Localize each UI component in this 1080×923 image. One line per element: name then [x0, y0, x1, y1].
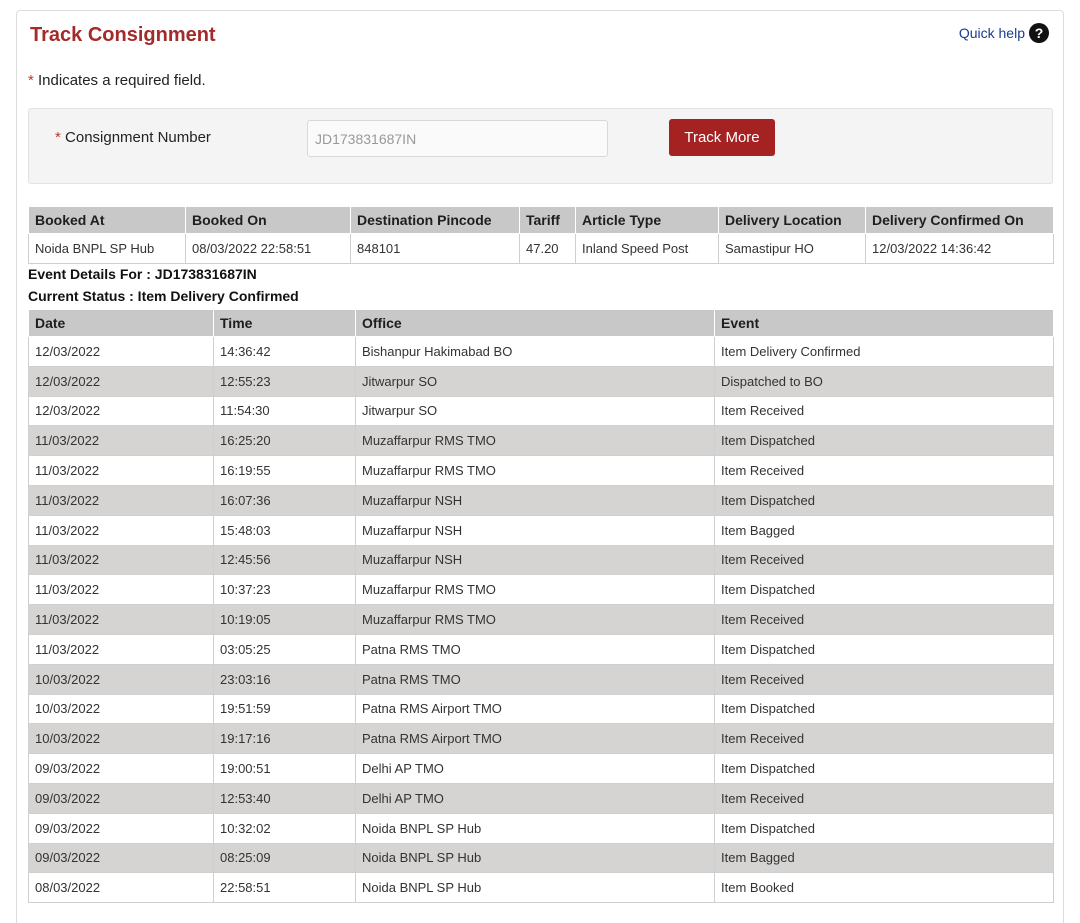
booked-at-header: Booked At [29, 207, 186, 234]
date-cell: 11/03/2022 [29, 485, 214, 515]
question-icon[interactable]: ? [1029, 23, 1049, 43]
required-star: * [55, 129, 61, 146]
time-cell: 10:32:02 [214, 813, 356, 843]
booked-at-cell: Noida BNPL SP Hub [29, 234, 186, 264]
event-cell: Item Received [715, 545, 1054, 575]
office-cell: Jitwarpur SO [356, 396, 715, 426]
table-row [29, 605, 1054, 635]
date-cell: 11/03/2022 [29, 515, 214, 545]
table-row [29, 396, 1054, 426]
table-row [29, 634, 1054, 664]
quick-help-link[interactable] [959, 23, 1049, 43]
destination-pincode-cell: 848101 [351, 234, 520, 264]
table-row [29, 873, 1054, 903]
table-row [29, 575, 1054, 605]
office-cell: Muzaffarpur RMS TMO [356, 456, 715, 486]
current-status-heading: Current Status : Item Delivery Confirmed [28, 288, 299, 304]
track-form [28, 108, 1053, 184]
office-cell: Muzaffarpur NSH [356, 545, 715, 575]
event-cell: Item Received [715, 456, 1054, 486]
time-cell: 03:05:25 [214, 634, 356, 664]
time-cell: 14:36:42 [214, 337, 356, 367]
delivery-location-cell: Samastipur HO [719, 234, 866, 264]
date-cell: 11/03/2022 [29, 456, 214, 486]
event-cell: Item Bagged [715, 843, 1054, 873]
office-cell: Muzaffarpur RMS TMO [356, 575, 715, 605]
date-cell: 11/03/2022 [29, 426, 214, 456]
table-row [29, 545, 1054, 575]
table-row [29, 754, 1054, 784]
event-cell: Item Received [715, 605, 1054, 635]
office-cell: Muzaffarpur RMS TMO [356, 426, 715, 456]
date-cell: 11/03/2022 [29, 634, 214, 664]
events-table [28, 309, 1054, 903]
tariff-header: Tariff [520, 207, 576, 234]
event-cell: Item Received [715, 664, 1054, 694]
date-cell: 09/03/2022 [29, 783, 214, 813]
event-cell: Dispatched to BO [715, 366, 1054, 396]
quick-help-label[interactable]: Quick help [958, 25, 1025, 41]
table-row [29, 813, 1054, 843]
required-note-text: Indicates a required field. [33, 72, 206, 89]
time-cell: 12:53:40 [214, 783, 356, 813]
event-header: Event [715, 310, 1054, 337]
time-cell: 16:19:55 [214, 456, 356, 486]
track-consignment-panel [16, 10, 1064, 923]
office-cell: Noida BNPL SP Hub [356, 813, 715, 843]
date-header: Date [29, 310, 214, 337]
event-cell: Item Received [715, 724, 1054, 754]
date-cell: 09/03/2022 [29, 813, 214, 843]
office-cell: Patna RMS Airport TMO [356, 724, 715, 754]
office-header: Office [356, 310, 715, 337]
date-cell: 11/03/2022 [29, 605, 214, 635]
table-row [29, 664, 1054, 694]
delivery-confirmed-on-header: Delivery Confirmed On [866, 207, 1054, 234]
table-row [29, 843, 1054, 873]
time-cell: 19:00:51 [214, 754, 356, 784]
office-cell: Patna RMS TMO [356, 634, 715, 664]
table-row [29, 694, 1054, 724]
delivery-location-header: Delivery Location [719, 207, 866, 234]
event-cell: Item Dispatched [715, 575, 1054, 605]
office-cell: Noida BNPL SP Hub [356, 843, 715, 873]
time-cell: 10:19:05 [214, 605, 356, 635]
booking-details-table [28, 206, 1054, 264]
event-cell: Item Bagged [715, 515, 1054, 545]
time-cell: 16:25:20 [214, 426, 356, 456]
date-cell: 12/03/2022 [29, 337, 214, 367]
office-cell: Delhi AP TMO [356, 783, 715, 813]
date-cell: 09/03/2022 [29, 843, 214, 873]
event-cell: Item Dispatched [715, 485, 1054, 515]
office-cell: Patna RMS Airport TMO [356, 694, 715, 724]
date-cell: 10/03/2022 [29, 724, 214, 754]
events-table-body [29, 337, 1054, 903]
date-cell: 10/03/2022 [29, 664, 214, 694]
office-cell: Bishanpur Hakimabad BO [356, 337, 715, 367]
delivery-confirmed-on-cell: 12/03/2022 14:36:42 [866, 234, 1054, 264]
time-cell: 12:55:23 [214, 366, 356, 396]
time-cell: 12:45:56 [214, 545, 356, 575]
event-details-heading: Event Details For : JD173831687IN [28, 266, 257, 282]
office-cell: Noida BNPL SP Hub [356, 873, 715, 903]
office-cell: Muzaffarpur NSH [356, 485, 715, 515]
consignment-number-input[interactable] [307, 120, 608, 157]
event-cell: Item Received [715, 396, 1054, 426]
booked-on-header: Booked On [186, 207, 351, 234]
booking-row [29, 234, 1054, 264]
time-cell: 19:17:16 [214, 724, 356, 754]
date-cell: 09/03/2022 [29, 754, 214, 784]
time-cell: 16:07:36 [214, 485, 356, 515]
table-row [29, 783, 1054, 813]
date-cell: 11/03/2022 [29, 545, 214, 575]
event-cell: Item Dispatched [715, 426, 1054, 456]
event-cell: Item Delivery Confirmed [715, 337, 1054, 367]
event-cell: Item Received [715, 783, 1054, 813]
table-row [29, 515, 1054, 545]
tariff-cell: 47.20 [520, 234, 576, 264]
table-row [29, 724, 1054, 754]
events-header-row [29, 310, 1054, 337]
event-cell: Item Dispatched [715, 634, 1054, 664]
required-field-note [28, 72, 206, 89]
time-cell: 15:48:03 [214, 515, 356, 545]
event-cell: Item Dispatched [715, 813, 1054, 843]
time-cell: 19:51:59 [214, 694, 356, 724]
table-row [29, 426, 1054, 456]
booking-header-row [29, 207, 1054, 234]
date-cell: 10/03/2022 [29, 694, 214, 724]
date-cell: 08/03/2022 [29, 873, 214, 903]
article-type-cell: Inland Speed Post [576, 234, 719, 264]
destination-pincode-header: Destination Pincode [351, 207, 520, 234]
time-header: Time [214, 310, 356, 337]
office-cell: Patna RMS TMO [356, 664, 715, 694]
date-cell: 12/03/2022 [29, 366, 214, 396]
date-cell: 12/03/2022 [29, 396, 214, 426]
event-cell: Item Dispatched [715, 694, 1054, 724]
time-cell: 23:03:16 [214, 664, 356, 694]
consignment-label-text: Consignment Number [65, 129, 211, 146]
required-star: * [28, 72, 34, 89]
time-cell: 22:58:51 [214, 873, 356, 903]
event-cell: Item Dispatched [715, 754, 1054, 784]
time-cell: 08:25:09 [214, 843, 356, 873]
time-cell: 11:54:30 [214, 396, 356, 426]
time-cell: 10:37:23 [214, 575, 356, 605]
office-cell: Muzaffarpur NSH [356, 515, 715, 545]
event-cell: Item Booked [715, 873, 1054, 903]
table-row [29, 485, 1054, 515]
track-more-button[interactable]: Track More [669, 119, 775, 156]
article-type-header: Article Type [576, 207, 719, 234]
page-title: Track Consignment [30, 24, 216, 46]
table-row [29, 366, 1054, 396]
date-cell: 11/03/2022 [29, 575, 214, 605]
office-cell: Delhi AP TMO [356, 754, 715, 784]
booked-on-cell: 08/03/2022 22:58:51 [186, 234, 351, 264]
office-cell: Jitwarpur SO [356, 366, 715, 396]
office-cell: Muzaffarpur RMS TMO [356, 605, 715, 635]
consignment-number-label [55, 129, 211, 146]
table-row [29, 337, 1054, 367]
table-row [29, 456, 1054, 486]
